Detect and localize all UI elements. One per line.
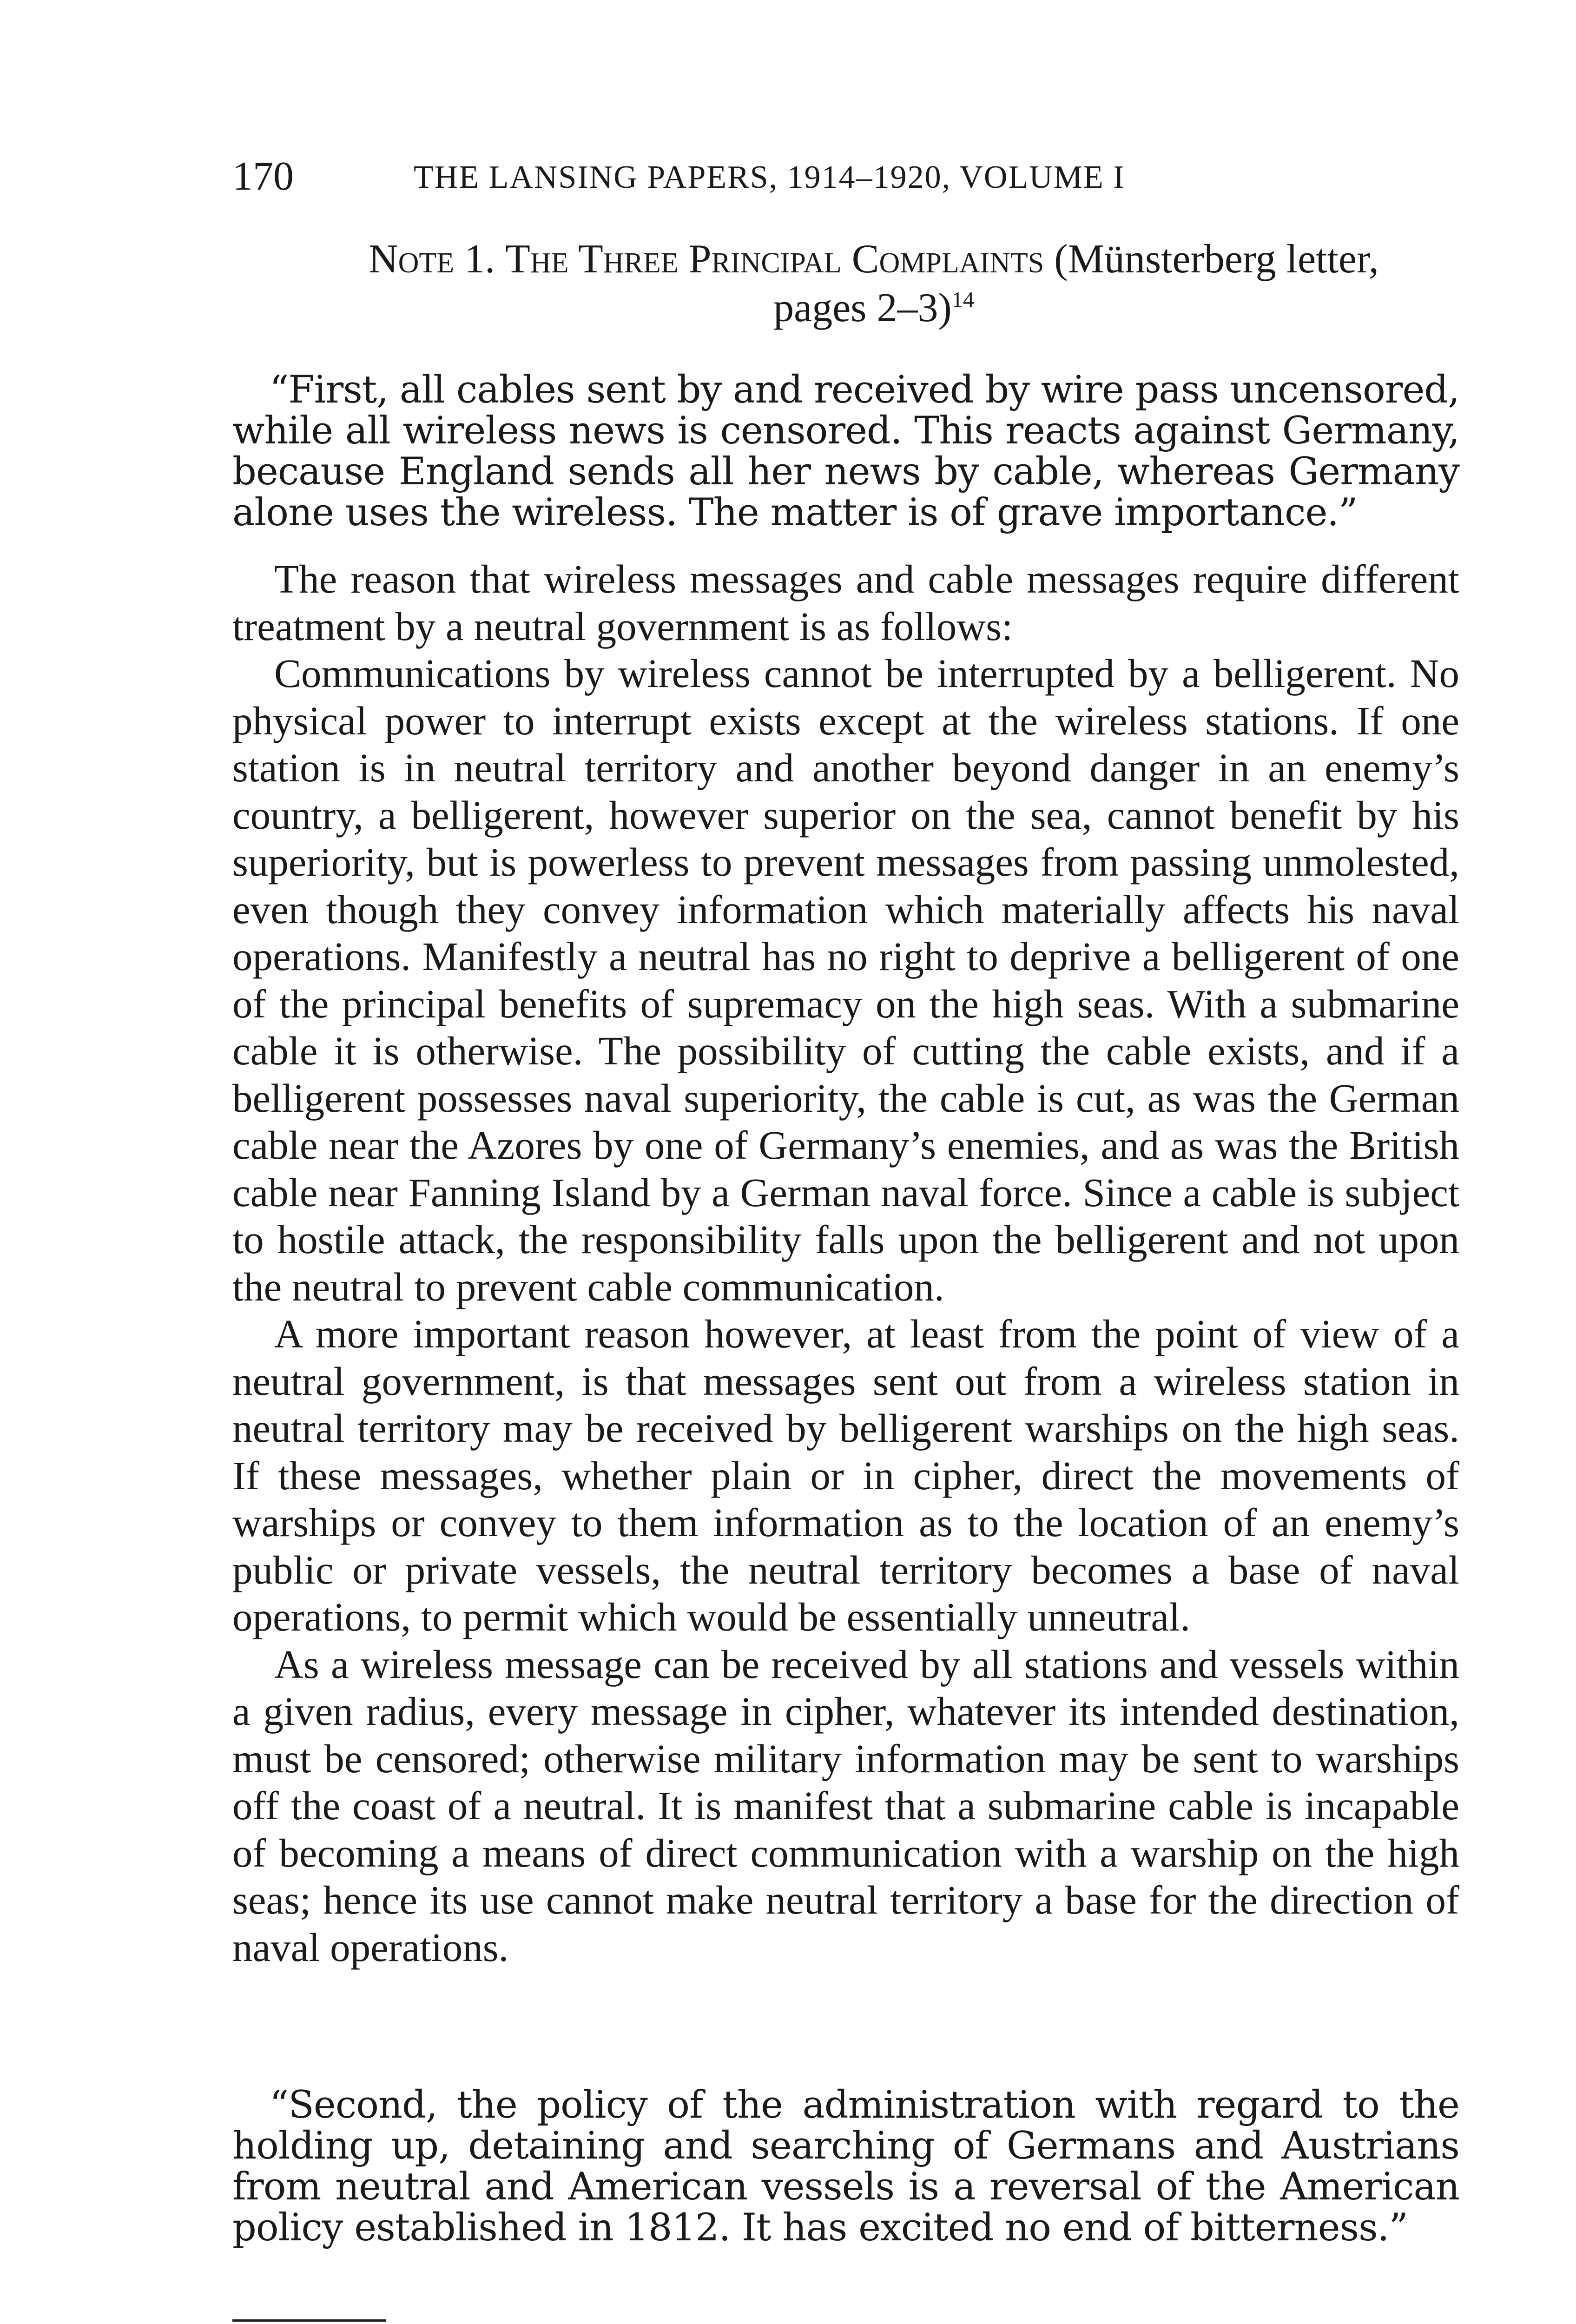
running-title: THE LANSING PAPERS, 1914–1920, VOLUME I [414, 159, 1125, 195]
footnote-divider [232, 2319, 386, 2322]
note-source: (Münsterberg letter, [1054, 237, 1379, 282]
footnote-reference[interactable]: 14 [951, 287, 974, 312]
quote-first-text: “First, all cables sent by and received by wire pass uncensored, while all wireless news is censored. This reacts against Germany, because England sends all her news by cable, whereas Germany alone uses the wireless. The matter is of grave importance.” [232, 368, 1459, 535]
body-text [232, 555, 1459, 1971]
page-number: 170 [232, 154, 294, 199]
paragraph: As a wireless message can be received by all stations and vessels within a given radius, every message in cipher, whatever its intended destination, must be censored; otherwise military information may be sent to warships off the coast of a neutral. It is manifest that a submarine cable is incapable of becoming a means of direct communication with a warship on the high seas; hence its use cannot make neutral territory a base for the direction of naval operations. [232, 1641, 1459, 1970]
quoted-complaint-first [232, 370, 1459, 533]
note-source-pages: pages 2–3) [773, 285, 952, 330]
note-label: Note 1. [369, 237, 495, 282]
running-head [232, 153, 1459, 209]
note-title: The Three Principal Complaints [505, 237, 1044, 282]
note-heading [279, 235, 1469, 332]
quoted-complaint-second [232, 2085, 1459, 2248]
paragraph: A more important reason however, at least from the point of view of a neutral government, is that messages sent out from a wireless station in neutral territory may be received by belligerent warships on the high seas. If these messages, whether plain or in cipher, direct the movements of warships or convey to them information as to the location of an enemy’s public or private vessels, the neutral territory becomes a base of naval operations, to permit which would be essentially unneutral. [232, 1311, 1459, 1639]
quote-second-text: “Second, the policy of the administration with regard to the holding up, detaining and searching of Germans and Austrians from neutral and American vessels is a reversal of the American policy established in 1812. It has excited no end of bitterness.” [232, 2083, 1459, 2250]
paragraph: The reason that wireless messages and cable messages require different treatment by a neutral government is as follows: [232, 556, 1459, 649]
paragraph: Communications by wireless cannot be interrupted by a belligerent. No physical power to interrupt exists except at the wireless stations. If one station is in neutral territory and another beyond danger in an enemy’s country, a belligerent, however superior on the sea, cannot benefit by his superiority, but is powerless to prevent messages from passing unmolested, even though they convey information which materially affects his naval operations. Manifestly a neutral has no right to deprive a belligerent of one of the principal benefits of supremacy on the high seas. With a submarine cable it is otherwise. The possibility of cutting the cable exists, and if a belligerent possesses naval superiority, the cable is cut, as was the German cable near the Azores by one of Germany’s enemies, and as was the British cable near Fanning Island by a German naval force. Since a cable is subject to hostile attack, the responsibility falls upon the belligerent and not upon the neutral to prevent cable communication. [232, 651, 1459, 1309]
